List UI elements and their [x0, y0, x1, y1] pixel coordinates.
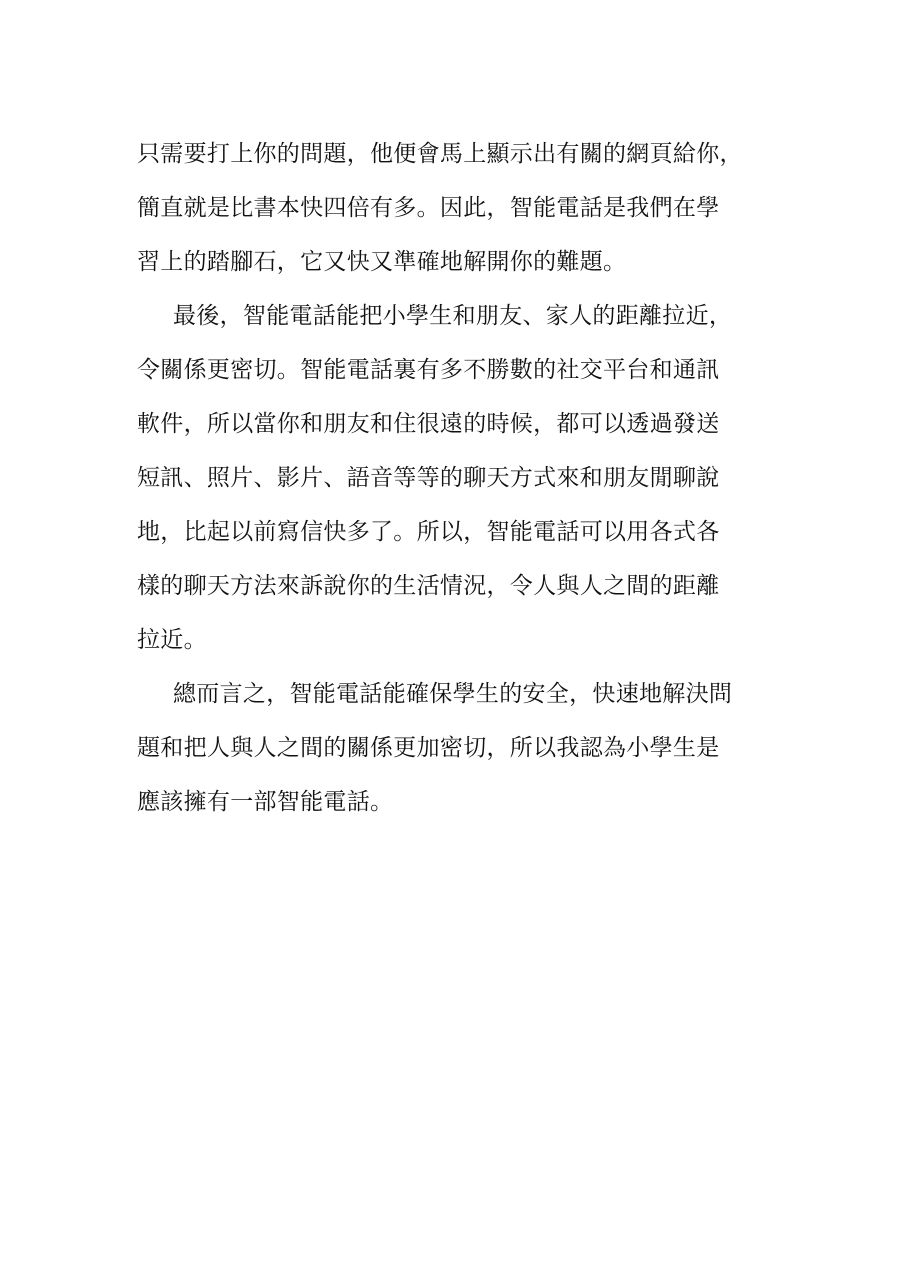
essay-text: [137, 127, 777, 829]
text-line: 樣的聊天方法來訴說你的生活情況，令人與人之間的距離: [137, 573, 720, 599]
text-line: 最後，智能電話能把小學生和朋友、家人的距離拉近，: [173, 303, 733, 329]
text-line: 只需要打上你的問題，他便會馬上顯示出有關的網頁給你，: [137, 141, 743, 167]
text-line: 習上的踏腳石，它又快又準確地解開你的難題。: [137, 249, 627, 275]
text-line: 地，比起以前寫信快多了。所以，智能電話可以用各式各: [137, 519, 720, 545]
text-line: 拉近。: [137, 627, 207, 653]
text-line: 題和把人與人之間的關係更加密切，所以我認為小學生是: [137, 735, 720, 761]
text-line: 應該擁有一部智能電話。: [137, 789, 394, 815]
text-line: 令關係更密切。智能電話裏有多不勝數的社交平台和通訊: [137, 357, 720, 383]
text-line: 軟件，所以當你和朋友和住很遠的時候，都可以透過發送: [137, 411, 720, 437]
paragraph-2: [137, 289, 777, 667]
paragraph-3: [137, 667, 777, 829]
text-line: 總而言之，智能電話能確保學生的安全，快速地解決問: [173, 681, 733, 707]
text-line: 短訊、照片、影片、語音等等的聊天方式來和朋友閒聊說: [137, 465, 720, 491]
text-line: 簡直就是比書本快四倍有多。因此，智能電話是我們在學: [137, 195, 720, 221]
paragraph-1: [137, 127, 777, 289]
